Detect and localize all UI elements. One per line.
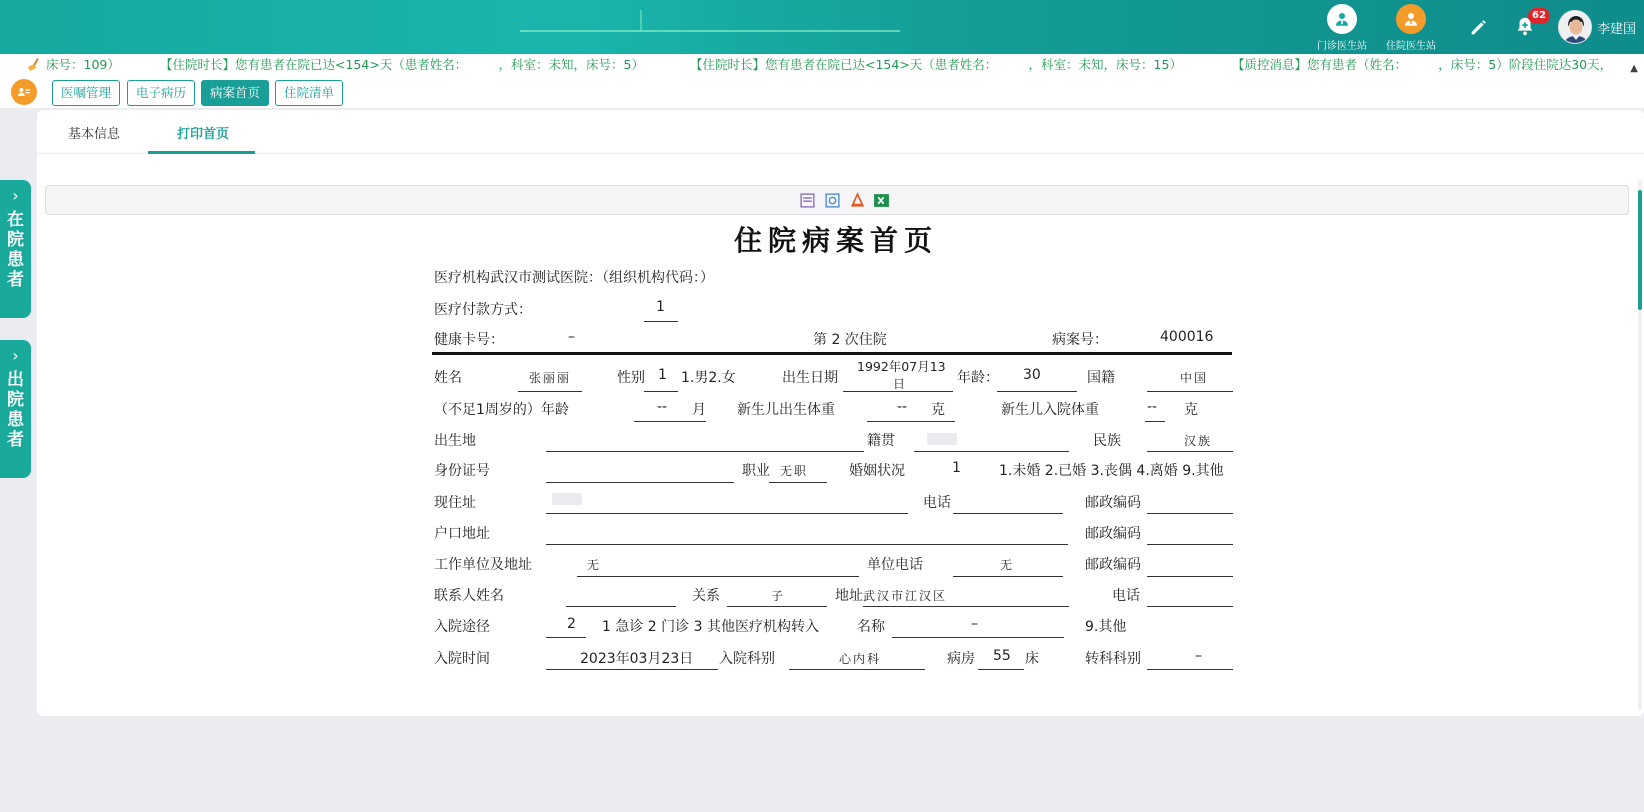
edit-icon[interactable] xyxy=(1468,16,1490,38)
field-underline xyxy=(518,391,582,392)
field-underline xyxy=(546,513,908,514)
record-tab-bar xyxy=(0,76,1644,108)
field-underline xyxy=(953,576,1063,577)
ward-label: 病房 xyxy=(947,651,975,667)
field-underline xyxy=(634,421,706,422)
report-toolbar xyxy=(45,185,1629,215)
phone-label: 电话 xyxy=(923,495,951,511)
header-decoration xyxy=(520,30,900,32)
patient-card-icon[interactable] xyxy=(11,79,37,105)
inpatient-doctor-icon xyxy=(1396,4,1426,34)
name-label: 姓名 xyxy=(434,370,462,386)
contact-address-value: 武汉市江汉区 xyxy=(863,589,948,603)
relation-label: 关系 xyxy=(692,588,720,604)
newborn-admit-weight-unit: 克 xyxy=(1184,402,1198,418)
main-panel xyxy=(37,110,1644,716)
station-label: 门诊医生站 xyxy=(1317,41,1367,52)
newborn-weight-unit: 克 xyxy=(931,402,945,418)
relation-value: 子 xyxy=(771,589,786,603)
redacted-value xyxy=(552,493,582,505)
marital-status-label: 婚姻状况 xyxy=(849,463,905,479)
birth-date-label: 出生日期 xyxy=(782,370,838,386)
admission-route-label: 入院途径 xyxy=(434,619,490,635)
inpatient-station-button[interactable] xyxy=(1380,4,1442,52)
field-underline xyxy=(546,482,734,483)
active-tab-indicator xyxy=(148,151,255,154)
gender-label: 性别 xyxy=(617,370,645,386)
transfer-dept-label: 转科科别 xyxy=(1085,651,1141,667)
scroll-up-icon[interactable]: ▲ xyxy=(1630,63,1638,74)
field-underline xyxy=(789,669,925,670)
field-underline xyxy=(644,391,678,392)
occupation-value: 无职 xyxy=(780,464,809,478)
work-phone-label: 单位电话 xyxy=(867,557,923,573)
tab-basic-info[interactable]: 基本信息 xyxy=(68,127,121,142)
newborn-admit-weight-label: 新生儿入院体重 xyxy=(1001,402,1099,418)
field-underline xyxy=(546,669,718,670)
redacted-value xyxy=(927,433,957,445)
newborn-admit-weight-value: -- xyxy=(1147,399,1158,415)
marital-status-hint: 1.未婚 2.已婚 3.丧偶 4.离婚 9.其他 xyxy=(999,463,1224,479)
doctor-icon xyxy=(1327,4,1357,34)
tab-print-homepage[interactable]: 打印首页 xyxy=(177,127,230,142)
field-underline xyxy=(1145,421,1165,422)
vertical-scrollbar[interactable] xyxy=(1638,180,1642,710)
gender-hint: 1.男2.女 xyxy=(681,370,736,386)
field-underline xyxy=(546,451,864,452)
household-address-label: 户口地址 xyxy=(434,526,490,542)
postal-code-label: 邮政编码 xyxy=(1085,557,1141,573)
field-underline xyxy=(997,391,1077,392)
organization-line: 医疗机构武汉市测试医院：（组织机构代码：） xyxy=(434,270,714,286)
birth-date-value-cont: 日 xyxy=(893,377,906,391)
postal-code-label: 邮政编码 xyxy=(1085,495,1141,511)
subtab-bar xyxy=(37,110,1644,154)
tab-case-homepage[interactable]: 病案首页 xyxy=(201,80,269,106)
ethnicity-value: 汉族 xyxy=(1184,434,1213,448)
payment-method-label: 医疗付款方式： xyxy=(434,302,532,318)
contact-phone-label: 电话 xyxy=(1112,588,1140,604)
station-label: 住院医生站 xyxy=(1386,41,1436,52)
infant-age-unit: 月 xyxy=(692,402,706,418)
field-underline xyxy=(914,451,1069,452)
age-value: 30 xyxy=(1023,367,1041,383)
admission-count: 第 2 次住院 xyxy=(813,332,887,348)
field-underline xyxy=(546,544,1068,545)
ward-value: 55 xyxy=(993,648,1011,664)
case-number-label: 病案号： xyxy=(1052,332,1108,348)
admission-route-value: 2 xyxy=(567,616,576,632)
field-underline xyxy=(769,482,827,483)
work-phone-value: 无 xyxy=(1000,558,1015,572)
marquee-message: 【住院时长】您有患者在院已达<154>天（患者姓名： ，科室：未知，床号：15） xyxy=(690,57,1182,72)
broom-icon xyxy=(26,57,42,73)
health-card-label: 健康卡号： xyxy=(434,332,504,348)
avatar[interactable] xyxy=(1558,10,1592,44)
field-underline xyxy=(892,637,1064,638)
marquee-message: 床号：109） xyxy=(46,57,120,72)
field-underline xyxy=(1147,606,1233,607)
field-underline xyxy=(867,421,955,422)
user-name[interactable]: 李建国 xyxy=(1597,22,1637,37)
field-underline xyxy=(546,637,586,638)
in-hospital-patients-tab[interactable] xyxy=(0,180,31,318)
gender-value: 1 xyxy=(658,367,667,383)
admission-time-label: 入院时间 xyxy=(434,651,490,667)
ethnicity-label: 民族 xyxy=(1093,433,1121,449)
bed-unit: 床 xyxy=(1025,651,1039,667)
case-homepage-document xyxy=(37,215,1637,716)
field-underline xyxy=(1147,513,1233,514)
marital-status-value: 1 xyxy=(952,460,961,476)
notification-badge: 62 xyxy=(1528,8,1550,24)
contact-address-label: 地址 xyxy=(835,588,863,604)
work-unit-value: 无 xyxy=(587,558,602,572)
field-underline xyxy=(843,391,953,392)
id-number-label: 身份证号 xyxy=(434,463,490,479)
tab-order-management[interactable]: 医嘱管理 xyxy=(52,80,120,106)
header-decoration xyxy=(640,10,642,30)
health-card-value: – xyxy=(568,329,575,345)
admission-route-hint: 1 急诊 2 门诊 3 其他医疗机构转入 xyxy=(602,619,819,635)
native-place-label: 籍贯 xyxy=(867,433,895,449)
field-underline xyxy=(953,513,1063,514)
admission-dept-label: 入院科别 xyxy=(719,651,775,667)
field-underline xyxy=(577,576,859,577)
infant-age-label: （不足1周岁的）年龄 xyxy=(434,402,569,418)
field-underline xyxy=(727,606,827,607)
print-preview-icon[interactable] xyxy=(824,192,841,209)
payment-method-value: 1 xyxy=(656,299,665,315)
field-underline xyxy=(1147,544,1233,545)
institution-name-value: – xyxy=(971,616,978,632)
field-underline xyxy=(1147,669,1233,670)
print-icon[interactable] xyxy=(799,192,816,209)
top-header xyxy=(0,0,1644,54)
field-underline xyxy=(863,606,1069,607)
field-underline xyxy=(566,606,676,607)
side-tab-label: 出院患者 xyxy=(7,370,24,450)
institution-name-label: 名称 xyxy=(857,619,885,635)
admission-dept-value: 心内科 xyxy=(839,652,882,666)
marquee-message: 【住院时长】您有患者在院已达<154>天（患者姓名： ，科室：未知，床号：5） xyxy=(160,57,645,72)
newborn-weight-value: -- xyxy=(897,399,908,415)
chevron-right-icon: › xyxy=(12,186,19,205)
tab-inpatient-list[interactable]: 住院清单 xyxy=(275,80,343,106)
other-option: 9.其他 xyxy=(1085,619,1127,635)
side-tab-label: 在院患者 xyxy=(7,210,24,290)
case-number-value: 400016 xyxy=(1160,329,1214,345)
header-divider xyxy=(432,352,1232,355)
export-pdf-icon[interactable] xyxy=(849,192,866,209)
field-underline xyxy=(978,669,1024,670)
nationality-label: 国籍 xyxy=(1087,370,1115,386)
postal-code-label: 邮政编码 xyxy=(1085,526,1141,542)
birth-date-value: 1992年07月13 xyxy=(857,359,946,374)
marquee-message: 【质控消息】您有患者（姓名： ，床号：5）阶段住院达30天， xyxy=(1232,57,1613,72)
discharged-patients-tab[interactable] xyxy=(0,340,31,478)
nationality-value: 中国 xyxy=(1180,371,1209,385)
chevron-right-icon: › xyxy=(12,346,19,365)
occupation-label: 职业 xyxy=(742,463,770,479)
scrollbar-thumb[interactable] xyxy=(1638,190,1642,310)
tab-emr[interactable]: 电子病历 xyxy=(127,80,195,106)
work-unit-label: 工作单位及地址 xyxy=(434,557,532,573)
contact-name-label: 联系人姓名 xyxy=(434,588,504,604)
field-underline xyxy=(644,321,678,322)
current-address-label: 现住址 xyxy=(434,495,476,511)
document-title: 住院病案首页 xyxy=(734,224,939,257)
name-value: 张丽丽 xyxy=(529,371,572,385)
transfer-dept-value: – xyxy=(1195,648,1202,664)
newborn-weight-label: 新生儿出生体重 xyxy=(737,402,835,418)
export-excel-icon[interactable] xyxy=(873,192,890,209)
birthplace-label: 出生地 xyxy=(434,433,476,449)
notification-marquee[interactable] xyxy=(0,54,1644,76)
infant-age-value: -- xyxy=(657,399,668,415)
field-underline xyxy=(1147,576,1233,577)
age-label: 年龄： xyxy=(957,370,999,386)
field-underline xyxy=(1147,451,1233,452)
field-underline xyxy=(1147,391,1233,392)
admission-time-value: 2023年03月23日 xyxy=(580,651,694,667)
outpatient-station-button[interactable] xyxy=(1311,4,1373,52)
